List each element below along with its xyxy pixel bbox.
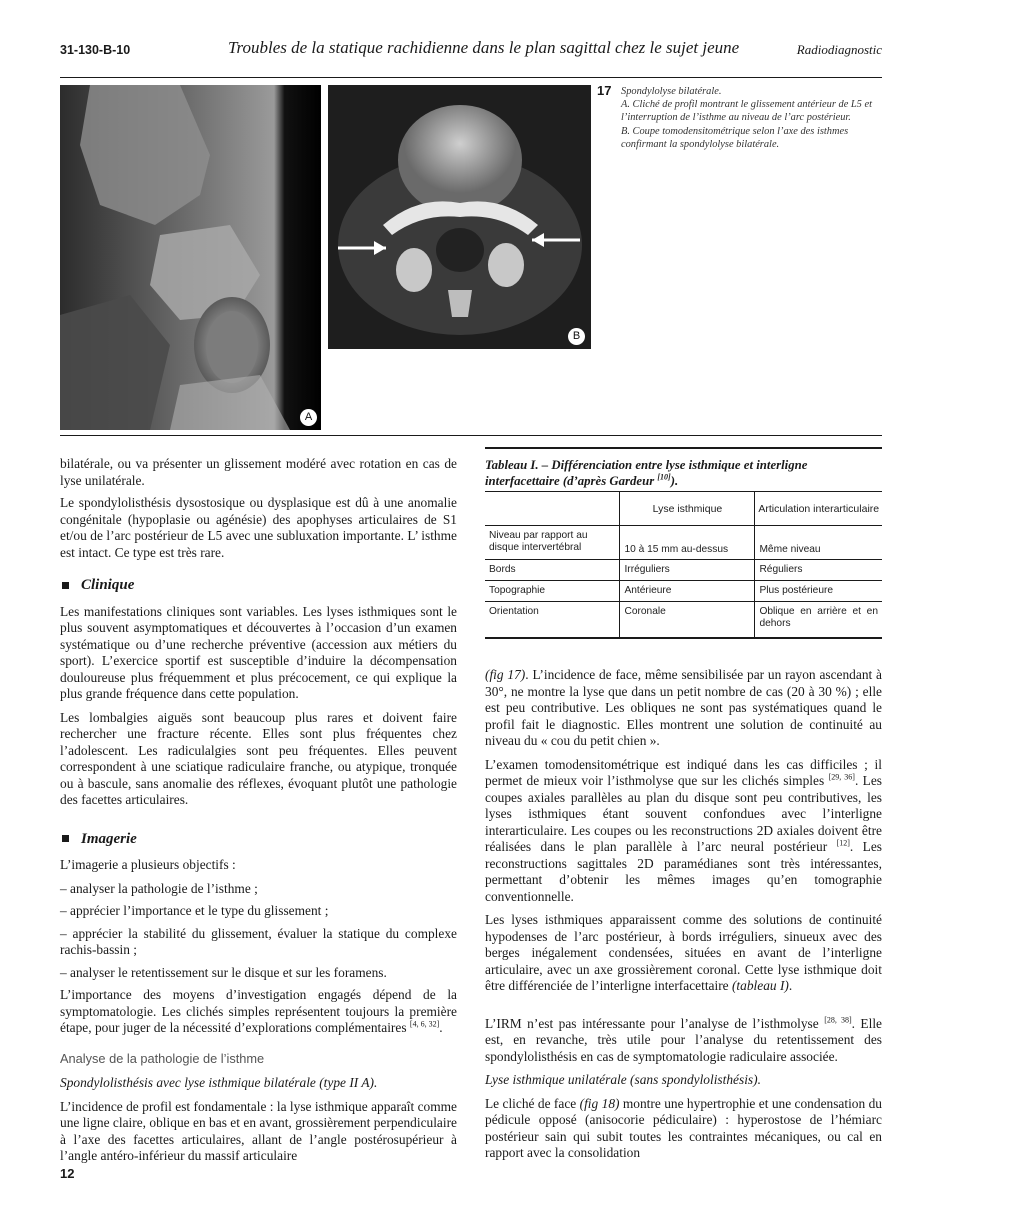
- paragraph: Les lombalgies aiguës sont beaucoup plus rares et doivent faire rechercher une fracture récente. Elles sont plus fréquentes chez l’adolescent. Les radiculalgies sont peu fréquentes. Elles peuvent correspondent à une sciatique radiculaire franche, ou atypique, tronquée ou à bascule, sans anomalie des réflexes, évoquant plutôt une pathologie des facettes articulaires.: [60, 709, 457, 807]
- paragraph: [485, 1016, 882, 1066]
- paragraph: L’incidence de profil est fondamentale : la lyse isthmique apparaît comme une ligne claire, oblique en bas et en avant, grossièrement perpendiculaire à l’axe des facettes articulaires, allant de l’angle postérosupérieur à l’angle antéro-inférieur du massif articulaire: [60, 1098, 457, 1163]
- column-header: [485, 492, 620, 526]
- figure-ref: (fig 17): [485, 667, 526, 682]
- table-row: [485, 526, 882, 560]
- text-run: L’IRM n’est pas intéressante pour l’analyse de l’isthmolyse: [485, 1015, 819, 1031]
- figure-label-b: B: [568, 328, 585, 345]
- citation-ref: [4, 6, 32]: [409, 1019, 440, 1029]
- ct-image: [328, 85, 591, 349]
- text-run: Tableau I. – Différenciation entre lyse isthmique et interligne interfacettaire (d’après Gardeur: [485, 458, 808, 488]
- paragraph: bilatérale, ou va présenter un glissement modéré avec rotation en cas de lyse unilatérale.: [60, 456, 457, 488]
- paragraph: [485, 1096, 882, 1162]
- caption-line: A. Cliché de profil montrant le glissement antérieur de L5 et l’interruption de l’isthme au niveau de l’arc postérieur.: [621, 99, 872, 124]
- figure-caption: [621, 85, 883, 151]
- text-run: . Les coupes axiales parallèles au plan du disque sont peu contributives, les lyses isthmiques étant souvent confondues avec l’interligne interarticulaire. Les coupes ou les reconstructions 2D axiales doivent être réalisées dans le plan parallèle à l’arc neural postérieur: [485, 773, 883, 854]
- text-run: L’examen tomodensitométrique est indiqué dans les cas difficiles ; il permet de mieux voir l’isthmolyse que sur les clichés simples: [485, 756, 882, 788]
- table-cell: Irréguliers: [620, 560, 755, 581]
- subsection-subheading: Spondylolisthésis avec lyse isthmique bilatérale (type II A).: [60, 1075, 378, 1090]
- square-bullet-icon: [62, 835, 69, 842]
- text-run: .: [788, 978, 793, 993]
- citation-ref: [10]: [657, 472, 671, 482]
- text-run: .: [439, 1020, 443, 1035]
- table-title: [485, 447, 882, 491]
- column-header: Articulation interarticulaire: [755, 492, 882, 526]
- table-row: [485, 560, 882, 581]
- table-cell: Bords: [485, 560, 620, 581]
- table-row: [485, 581, 882, 602]
- text-run: . Elle est, en revanche, très utile pour l’analyse du retentissement des spondylolisthésis en cas de symptomatologie radiculaire associée.: [485, 1015, 882, 1064]
- table-header-row: [485, 492, 882, 526]
- figure-label-a: A: [300, 409, 317, 426]
- text-run: L’importance des moyens d’investigation engagés dépend de la symptomatologie. Les clichés simples représentent toujours la première étape, pour juger de la nécessité d’explorations complémentaires: [60, 987, 457, 1035]
- citation-ref: [12]: [836, 838, 850, 848]
- section-heading-imagerie: [60, 831, 457, 848]
- comparison-table: [485, 491, 882, 639]
- square-bullet-icon: [62, 582, 69, 589]
- section-name: Radiodiagnostic: [796, 42, 882, 57]
- spacer: [485, 1002, 882, 1016]
- article-code: 31-130-B-10: [60, 43, 131, 57]
- paragraph: [485, 912, 882, 995]
- list-item: – analyser la pathologie de l’isthme ;: [60, 880, 258, 896]
- text-run: Le cliché de face: [485, 1095, 577, 1111]
- figure-ref: (fig 18): [579, 1095, 620, 1111]
- table-row: [485, 602, 882, 638]
- table-cell: Plus postérieure: [755, 581, 882, 602]
- table-ref: (tableau I): [731, 978, 789, 993]
- paragraph: [60, 987, 457, 1037]
- page-number: 12: [60, 1166, 75, 1181]
- figure-17a-lateral-radiograph: [60, 85, 321, 430]
- text-run: . L’incidence de face, même sensibilisée par un rayon ascendant à 30°, ne montre la lyse que dans un petit nombre de cas (20 à 30 %) ; elle est peu contributive. Les obliques ne sont pas systématiques quand le profil fait le diagnostic. Elles montrent une solution de continuité au niveau du « cou du petit chien ».: [485, 667, 882, 748]
- caption-line: B. Coupe tomodensitométrique selon l’axe des isthmes confirmant la spondylolyse bilatérale.: [621, 125, 849, 150]
- paragraph: L’imagerie a plusieurs objectifs :: [60, 857, 236, 872]
- table-cell: Niveau par rapport au disque intervertébral: [485, 526, 620, 560]
- paragraph: [485, 757, 882, 906]
- table-cell: Topographie: [485, 581, 620, 602]
- citation-ref: [28, 38]: [824, 1015, 852, 1025]
- text-run: montre une hypertrophie et une condensation du pédicule opposé (anisocorie pédiculaire) : hyperostose de l’hémiarc postérieur sain qui subit toutes les contraintes mécaniques, ou cal en rapport avec la consolidation: [485, 1095, 882, 1160]
- paragraph: Le spondylolisthésis dysostosique ou dysplasique est dû à une anomalie congénitale (hypoplasie ou agénésie) des apophyses articulaires de S1 et/ou de l’arc postérieur de L5 avec une subluxation importante. L’ isthme est intact. Ce type est très rare.: [60, 495, 457, 560]
- text-run: ).: [670, 474, 679, 488]
- running-header: [60, 38, 882, 78]
- subsection-subheading: Lyse isthmique unilatérale (sans spondylolisthésis).: [485, 1072, 761, 1087]
- section-divider: [60, 435, 882, 436]
- table-cell: 10 à 15 mm au-dessus: [620, 526, 755, 560]
- list-item: – analyser le retentissement sur le disque et sur les foramens.: [60, 964, 387, 980]
- subsection-heading: Analyse de la pathologie de l’isthme: [60, 1050, 265, 1066]
- left-column: [60, 456, 457, 1172]
- figure-17b-ct-scan: [328, 85, 591, 349]
- paragraph: Les manifestations cliniques sont variables. Les lyses isthmiques sont le plus souvent asymptomatiques et découvertes à l’occasion d’un examen systématique ou d’une recherche préventive (accession aux métiers du sport). L’exercice sportif est susceptible d’induire la décompensation douloureuse plus fréquemment et plus précocement, ce qui explique la plus grande fréquence dans cette population.: [60, 603, 457, 701]
- heading-text: Clinique: [81, 577, 135, 593]
- caption-line: Spondylolyse bilatérale.: [621, 86, 722, 97]
- running-title: Troubles de la statique rachidienne dans le plan sagittal chez le sujet jeune: [228, 38, 740, 57]
- radiograph-image: [60, 85, 321, 430]
- table-cell: Antérieure: [620, 581, 755, 602]
- table-cell: Coronale: [620, 602, 755, 638]
- section-heading-clinique: [60, 577, 457, 594]
- table-1: [485, 447, 882, 639]
- table-cell: Oblique en arrière et en dehors: [755, 602, 882, 638]
- table-cell: Orientation: [485, 602, 620, 638]
- citation-ref: [29, 36]: [828, 772, 855, 782]
- table-cell: Réguliers: [755, 560, 882, 581]
- text-run: . Les reconstructions sagittales 2D paramédianes sont très intéressantes, permettant d’obtenir les mêmes images qu’en tomographie conventionnelle.: [485, 839, 882, 904]
- paragraph: [485, 667, 882, 750]
- list-item: – apprécier l’importance et le type du glissement ;: [60, 903, 329, 918]
- table-cell: Même niveau: [755, 526, 882, 560]
- heading-text: Imagerie: [81, 830, 137, 847]
- right-column: [485, 667, 882, 1169]
- list-item: – apprécier la stabilité du glissement, évaluer la statique du complexe rachis-bassin ;: [60, 925, 457, 957]
- column-header: Lyse isthmique: [620, 492, 755, 526]
- text-run: Les lyses isthmiques apparaissent comme des solutions de continuité hypodenses de l’arc postérieur, à bords irréguliers, sinueux avec des berges inégalement condensées, situées en avant de l’interligne articulaire, avec un axe grossièrement coronal. Cette lyse isthmique doit être différenciée de l’interligne interfacettaire: [485, 912, 882, 993]
- figure-number: 17: [597, 83, 612, 98]
